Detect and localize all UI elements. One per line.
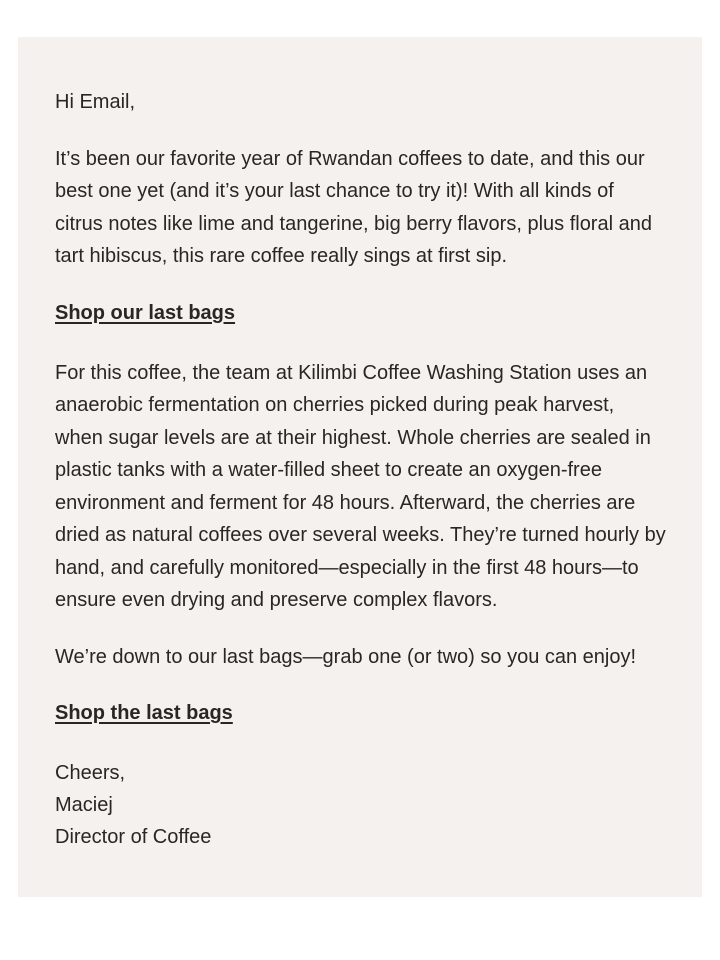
cta-container-2 xyxy=(55,697,666,729)
closing-paragraph: We’re down to our last bags—grab one (or two) so you can enjoy! xyxy=(55,645,637,668)
email-body xyxy=(18,37,702,897)
signoff-title: Director of Coffee xyxy=(55,826,212,848)
signoff-name: Maciej xyxy=(55,794,113,816)
intro-paragraph: It’s been our favorite year of Rwandan coffees to date, and this our best one yet (and it’s your last chance to try it)! With all kinds of citrus notes like lime and tangerine, big berry flavors, plus floral and tart hibiscus, this rare coffee really sings at first sip. xyxy=(55,147,652,267)
shop-the-last-bags-link[interactable]: Shop the last bags xyxy=(55,702,233,724)
shop-our-last-bags-link[interactable]: Shop our last bags xyxy=(55,301,236,324)
greeting: Hi Email, xyxy=(55,91,136,113)
signoff-salutation: Cheers, xyxy=(55,762,126,784)
process-paragraph: For this coffee, the team at Kilimbi Coffee Washing Station uses an anaerobic fermentation on cherries picked during peak harvest, when sugar levels are at their highest. Whole cherries are sealed in plastic tanks with a water-filled sheet to create an oxygen-free environment and ferment for 48 hours. Afterward, the cherries are dried as natural coffees over several weeks. They’re turned hourly by hand, and carefully monitored—especially in the first 48 hours—to ensure even drying and preserve complex flavors. xyxy=(55,361,666,611)
signature-block xyxy=(55,757,666,853)
cta-container-1 xyxy=(55,297,666,329)
